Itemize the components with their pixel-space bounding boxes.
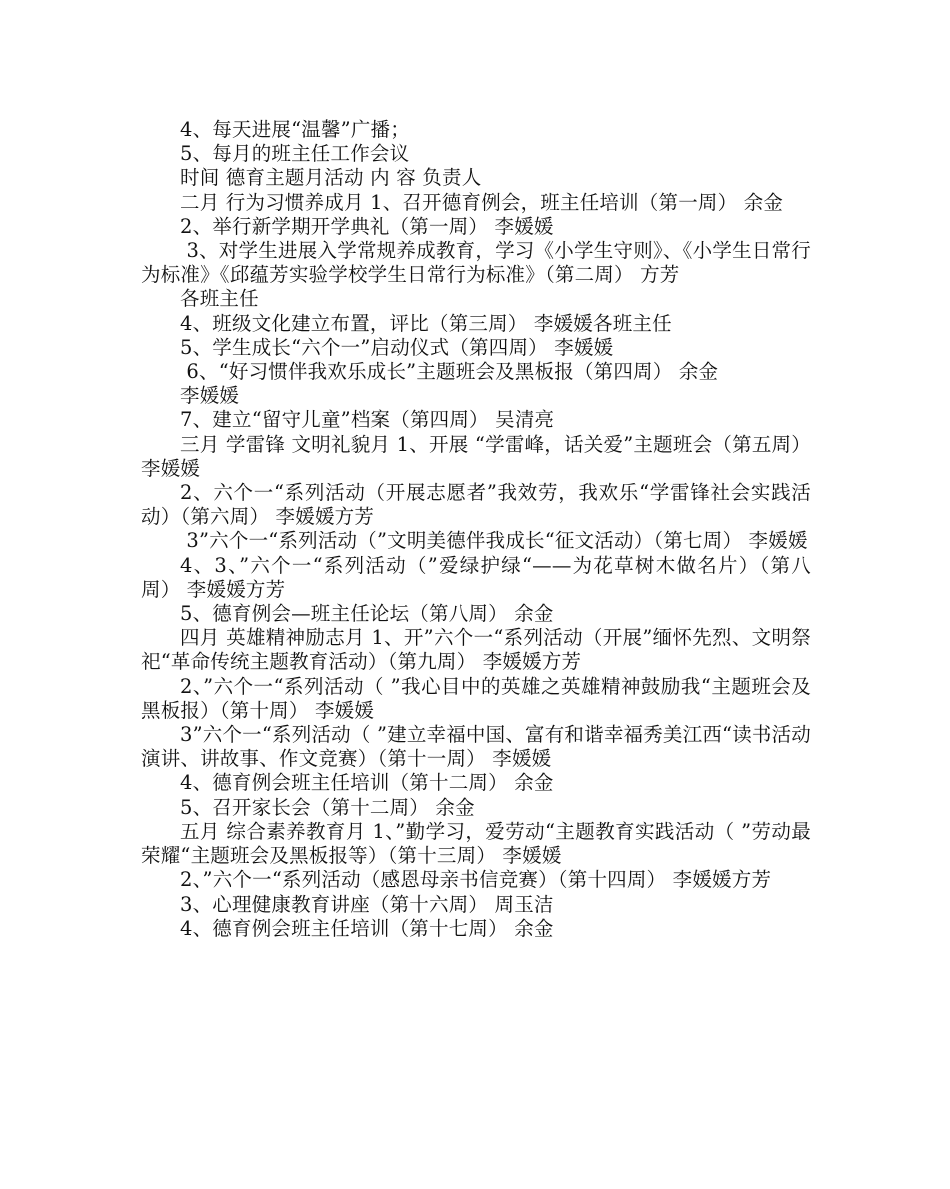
paragraph: 4、每天进展“温馨”广播； xyxy=(180,118,410,141)
paragraph: 五月 综合素养教育月 1、”勤学习，爱劳动“主题教育实践活动（ ”劳动最荣耀“主题班会及黑板报等）（第十三周） 李媛媛 xyxy=(141,819,811,868)
paragraph: 4、3、”六个一“系列活动（”爱绿护绿“——为花草树木做名片）（第八周） 李媛媛方芳 xyxy=(141,553,811,601)
paragraph: 4、班级文化建立布置，评比（第三周） 李媛媛各班主任 xyxy=(180,311,672,335)
paragraph: 2、”六个一“系列活动（感恩母亲书信竞赛）（第十四周） 李媛媛方芳 xyxy=(180,868,772,892)
paragraph: 4、德育例会班主任培训（第十二周） 余金 xyxy=(180,771,554,795)
paragraph: 3、对学生进展入学常规养成教育，学习《小学生守则》、《小学生日常行为标准》《邱蕴芳实验学校学生日常行为标准》（第二周） 方芳 xyxy=(141,239,811,287)
paragraph: 二月 行为习惯养成月 1、召开德育例会，班主任培训（第一周） 余金 xyxy=(180,190,784,214)
paragraph: 5、德育例会—班主任论坛（第八周） 余金 xyxy=(180,602,554,626)
paragraph: 3”六个一“系列活动（ ”建立幸福中国、富有和谐幸福秀美江西“读书活动演讲、讲故事、作文竞赛）（第十一周） 李媛媛 xyxy=(141,723,811,771)
paragraph: 6、“好习惯伴我欢乐成长”主题班会及黑板报（第四周） 余金 xyxy=(180,360,719,384)
paragraph: 三月 学雷锋 文明礼貌月 1、开展 “学雷峰，话关爱”主题班会（第五周） 李媛媛 xyxy=(141,432,818,480)
paragraph: 2、六个一“系列活动（开展志愿者”我效劳，我欢乐“学雷锋社会实践活动）（第六周） 李媛媛方芳 xyxy=(141,481,811,529)
paragraph: 2、”六个一“系列活动（ ”我心目中的英雄之英雄精神鼓励我“主题班会及黑板报）（第十周） 李媛媛 xyxy=(141,674,811,722)
paragraph: 李媛媛 xyxy=(180,384,240,408)
document-body xyxy=(141,118,818,941)
paragraph: 4、德育例会班主任培训（第十七周） 余金 xyxy=(180,916,554,940)
paragraph: 各班主任 xyxy=(180,287,259,311)
paragraph: 5、每月的班主任工作会议 xyxy=(180,142,410,166)
table-header-line: 时间 德育主题月活动 内 容 负责人 xyxy=(180,166,482,190)
paragraph: 3”六个一“系列活动（”文明美德伴我成长“征文活动）（第七周） 李媛媛 xyxy=(180,529,808,553)
paragraph: 2、举行新学期开学典礼（第一周） 李媛媛 xyxy=(180,214,554,238)
paragraph: 5、学生成长“六个一”启动仪式（第四周） 李媛媛 xyxy=(180,335,614,359)
paragraph: 四月 英雄精神励志月 1、开”六个一“系列活动（开展”缅怀先烈、文明祭祀“革命传统主题教育活动）（第九周） 李媛媛方芳 xyxy=(141,626,811,674)
paragraph: 3、心理健康教育讲座（第十六周） 周玉洁 xyxy=(180,892,554,916)
paragraph: 5、召开家长会（第十二周） 余金 xyxy=(180,795,475,819)
paragraph: 7、建立“留守儿童”档案（第四周） 吴清亮 xyxy=(180,408,555,432)
